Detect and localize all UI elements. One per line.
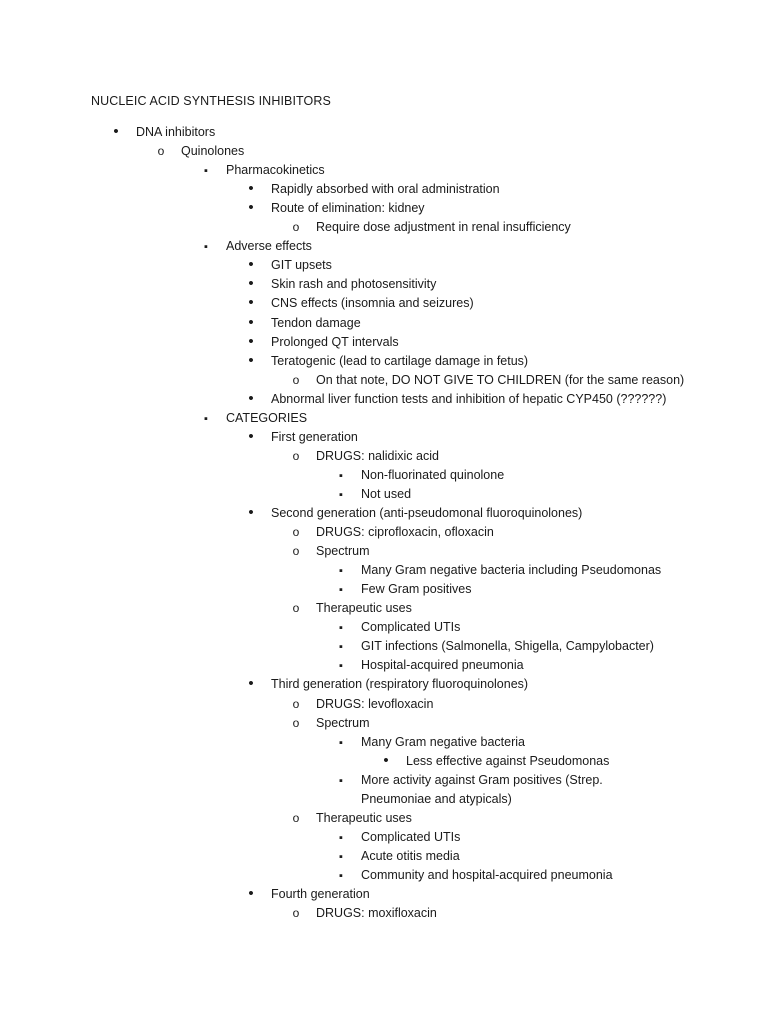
dot-bullet-icon [245,315,257,331]
outline-item: Teratogenic (lead to cartilage damage in fetus) [271,354,529,368]
square-bullet-icon [200,410,212,426]
square-bullet-icon [335,829,347,845]
dot-bullet-icon [245,886,257,902]
outline-item: Complicated UTIs [361,620,461,634]
outline-item: DRUGS: nalidixic acid [316,449,439,463]
square-bullet-icon [335,467,347,483]
outline-item: Third generation (respiratory fluoroquinolones) [271,677,529,691]
outline-item: Many Gram negative bacteria including Pseudomonas [361,563,662,577]
dot-bullet-icon [245,676,257,692]
outline-item: GIT upsets [271,258,332,272]
outline-item: GIT infections (Salmonella, Shigella, Campylobacter) [361,639,654,653]
outline-item: Non-fluorinated quinolone [361,468,505,482]
dot-bullet-icon [380,753,392,769]
circle-bullet-icon [290,543,302,559]
outline-item: Many Gram negative bacteria [361,735,525,749]
square-bullet-icon [200,238,212,254]
circle-bullet-icon [290,524,302,540]
outline-item: Spectrum [316,544,370,558]
dot-bullet-icon [245,429,257,445]
outline-item: DRUGS: moxifloxacin [316,906,437,920]
square-bullet-icon [335,581,347,597]
dot-bullet-icon [110,124,122,140]
circle-bullet-icon [290,810,302,826]
outline-item: Few Gram positives [361,582,472,596]
circle-bullet-icon [290,600,302,616]
square-bullet-icon [335,848,347,864]
circle-bullet-icon [290,219,302,235]
outline-item: More activity against Gram positives (Strep. [361,773,603,787]
outline-item: Adverse effects [226,239,312,253]
outline-item: CATEGORIES [226,411,308,425]
dot-bullet-icon [245,200,257,216]
dot-bullet-icon [245,334,257,350]
outline-item: Quinolones [181,144,245,158]
outline-item: DRUGS: levofloxacin [316,697,434,711]
outline-item: Spectrum [316,716,370,730]
circle-bullet-icon [155,143,167,159]
outline-item: Abnormal liver function tests and inhibition of hepatic CYP450 (??????) [271,392,667,406]
outline-item: Rapidly absorbed with oral administration [271,182,500,196]
outline-item: Second generation (anti-pseudomonal fluoroquinolones) [271,506,583,520]
square-bullet-icon [335,638,347,654]
dot-bullet-icon [245,257,257,273]
outline-item: DRUGS: ciprofloxacin, ofloxacin [316,525,494,539]
square-bullet-icon [200,162,212,178]
circle-bullet-icon [290,448,302,464]
dot-bullet-icon [245,505,257,521]
outline-item: Prolonged QT intervals [271,335,399,349]
circle-bullet-icon [290,715,302,731]
outline-item: Community and hospital-acquired pneumonia [361,868,613,882]
outline-item: Pharmacokinetics [226,163,325,177]
square-bullet-icon [335,619,347,635]
outline-item: Not used [361,487,412,501]
dot-bullet-icon [245,276,257,292]
circle-bullet-icon [290,905,302,921]
outline-item: Therapeutic uses [316,811,412,825]
square-bullet-icon [335,772,347,788]
dot-bullet-icon [245,391,257,407]
outline-item: Acute otitis media [361,849,460,863]
outline-item: Complicated UTIs [361,830,461,844]
square-bullet-icon [335,562,347,578]
dot-bullet-icon [245,353,257,369]
dot-bullet-icon [245,295,257,311]
square-bullet-icon [335,486,347,502]
outline-item: DNA inhibitors [136,125,216,139]
circle-bullet-icon [290,372,302,388]
document-title: NUCLEIC ACID SYNTHESIS INHIBITORS [91,94,331,108]
outline-item: Route of elimination: kidney [271,201,425,215]
outline-item: Skin rash and photosensitivity [271,277,437,291]
square-bullet-icon [335,734,347,750]
outline-item: Less effective against Pseudomonas [406,754,610,768]
outline-item: Pneumoniae and atypicals) [361,792,512,806]
outline-item: Tendon damage [271,316,361,330]
outline-item: Fourth generation [271,887,370,901]
circle-bullet-icon [290,696,302,712]
outline-item: Therapeutic uses [316,601,412,615]
outline-item: On that note, DO NOT GIVE TO CHILDREN (for the same reason) [316,373,685,387]
square-bullet-icon [335,657,347,673]
outline-item: Require dose adjustment in renal insufficiency [316,220,571,234]
outline-item: Hospital-acquired pneumonia [361,658,524,672]
square-bullet-icon [335,867,347,883]
dot-bullet-icon [245,181,257,197]
outline-item: First generation [271,430,358,444]
outline-item: CNS effects (insomnia and seizures) [271,296,474,310]
